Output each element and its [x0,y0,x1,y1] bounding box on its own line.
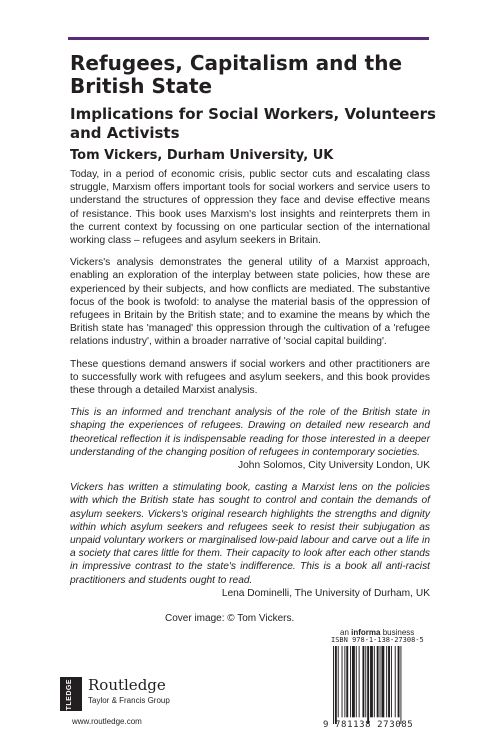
barcode-bar [395,646,396,717]
barcode-bar [333,646,334,724]
barcode-bar [350,646,351,717]
informa-prefix: an [340,628,349,637]
barcode-bar [362,646,364,717]
barcode-bar [386,646,387,717]
endorsement-attribution: Lena Dominelli, The University of Durham, UK [221,587,430,599]
endorsement-text: Vickers has written a stimulating book, casting a Marxist lens on the policies with which the British state has sought to control and contain the demands of asylum seekers. Vickers's original research highlights the strengths and dignity within which asylum seekers and refugees seek to resist their subjugation as unpaid voluntary workers or marginalised low-paid labour and carve out a life in a society that cares little for them. Their capacity to look after each other stands in impressive contrast to the state's indifference. This is a book all anti-racist practitioners and students ought to read. [70,482,430,586]
barcode-bar [391,646,392,717]
barcode-bar [380,646,381,717]
endorsement-quote [70,406,430,472]
barcode-bar [377,646,379,717]
publisher-group: Taylor & Francis Group [88,696,170,705]
endorsement-quote [70,481,430,600]
barcode-bar [381,646,384,717]
barcode-bar [344,646,345,717]
barcode-icon [331,646,435,724]
barcode-bar [335,646,337,724]
informa-suffix: business [382,628,415,637]
top-accent-bar [68,37,429,40]
book-author: Tom Vickers, Durham University, UK [70,148,334,163]
routledge-vertical-text: ROUTLEDGE [66,679,73,728]
barcode-bar [374,646,375,717]
blurb-paragraph: Vickers's analysis demonstrates the general utility of a Marxist approach, enabling an exploration of the interplay between state policies, how these are experienced by their subjects, and how conflicts are mediated. The substantive focus of the book is twofold: to analyse the material basis of the oppression of refugees in Britain by the British state; and to examine the means by which the British state has 'managed' this oppression through the cultivation of a 'refugee relations industry', within a broader narrative of 'social capital building'. [70,257,430,348]
publisher-website: www.routledge.com [72,717,142,726]
informa-brand: informa [351,628,381,637]
barcode-bar [400,646,401,724]
barcode-bar [346,646,348,717]
blurb-paragraph: These questions demand answers if social workers and other practitioners are to successfully work with refugees and asylum seekers, and this book provides these through a detailed Marxist analysis. [70,358,430,397]
barcode-bar [365,646,366,717]
barcode-bar [359,646,360,717]
barcode-bar [352,646,355,717]
isbn-barcode-block [323,636,439,732]
endorsement-text: This is an informed and trenchant analysis of the role of the British state in shaping the experiences of refugees. Drawing on detailed new research and theoretical reflection it is indispensable reading for those interested in a deeper understanding of the changing position of refugees in contemporary societies. [70,407,430,458]
barcode-bar [338,646,339,717]
publisher-name: Routledge [88,676,166,694]
barcode-digits: 9 781138 273085 [323,720,414,730]
isbn-number: ISBN 978-1-138-27308-5 [331,636,424,644]
blurb-paragraph: Today, in a period of economic crisis, public sector cuts and escalating class struggle, Marxism offers important tools for social workers and service users to understand the structures of oppression they face and devise effective means of resistance. This book uses Marxism's lost insights and reinterprets them in the current context by focussing on one particular section of the international working class – refugees and asylum seekers in Britain. [70,169,430,247]
routledge-logo-mark [60,677,82,728]
routledge-logo [60,677,210,727]
barcode-bar [370,646,373,717]
barcode-bar [367,646,369,724]
barcode-bar [388,646,390,717]
barcode-bar [342,646,343,717]
book-title: Refugees, Capitalism and the British State [70,51,403,98]
barcode-bar [356,646,357,717]
book-subtitle: Implications for Social Workers, Volunteers and Activists [70,105,436,142]
cover-image-credit: Cover image: © Tom Vickers. [165,613,295,624]
endorsement-attribution: John Solomos, City University London, UK [238,460,430,472]
barcode-bar [398,646,400,717]
back-cover-body [70,168,430,609]
